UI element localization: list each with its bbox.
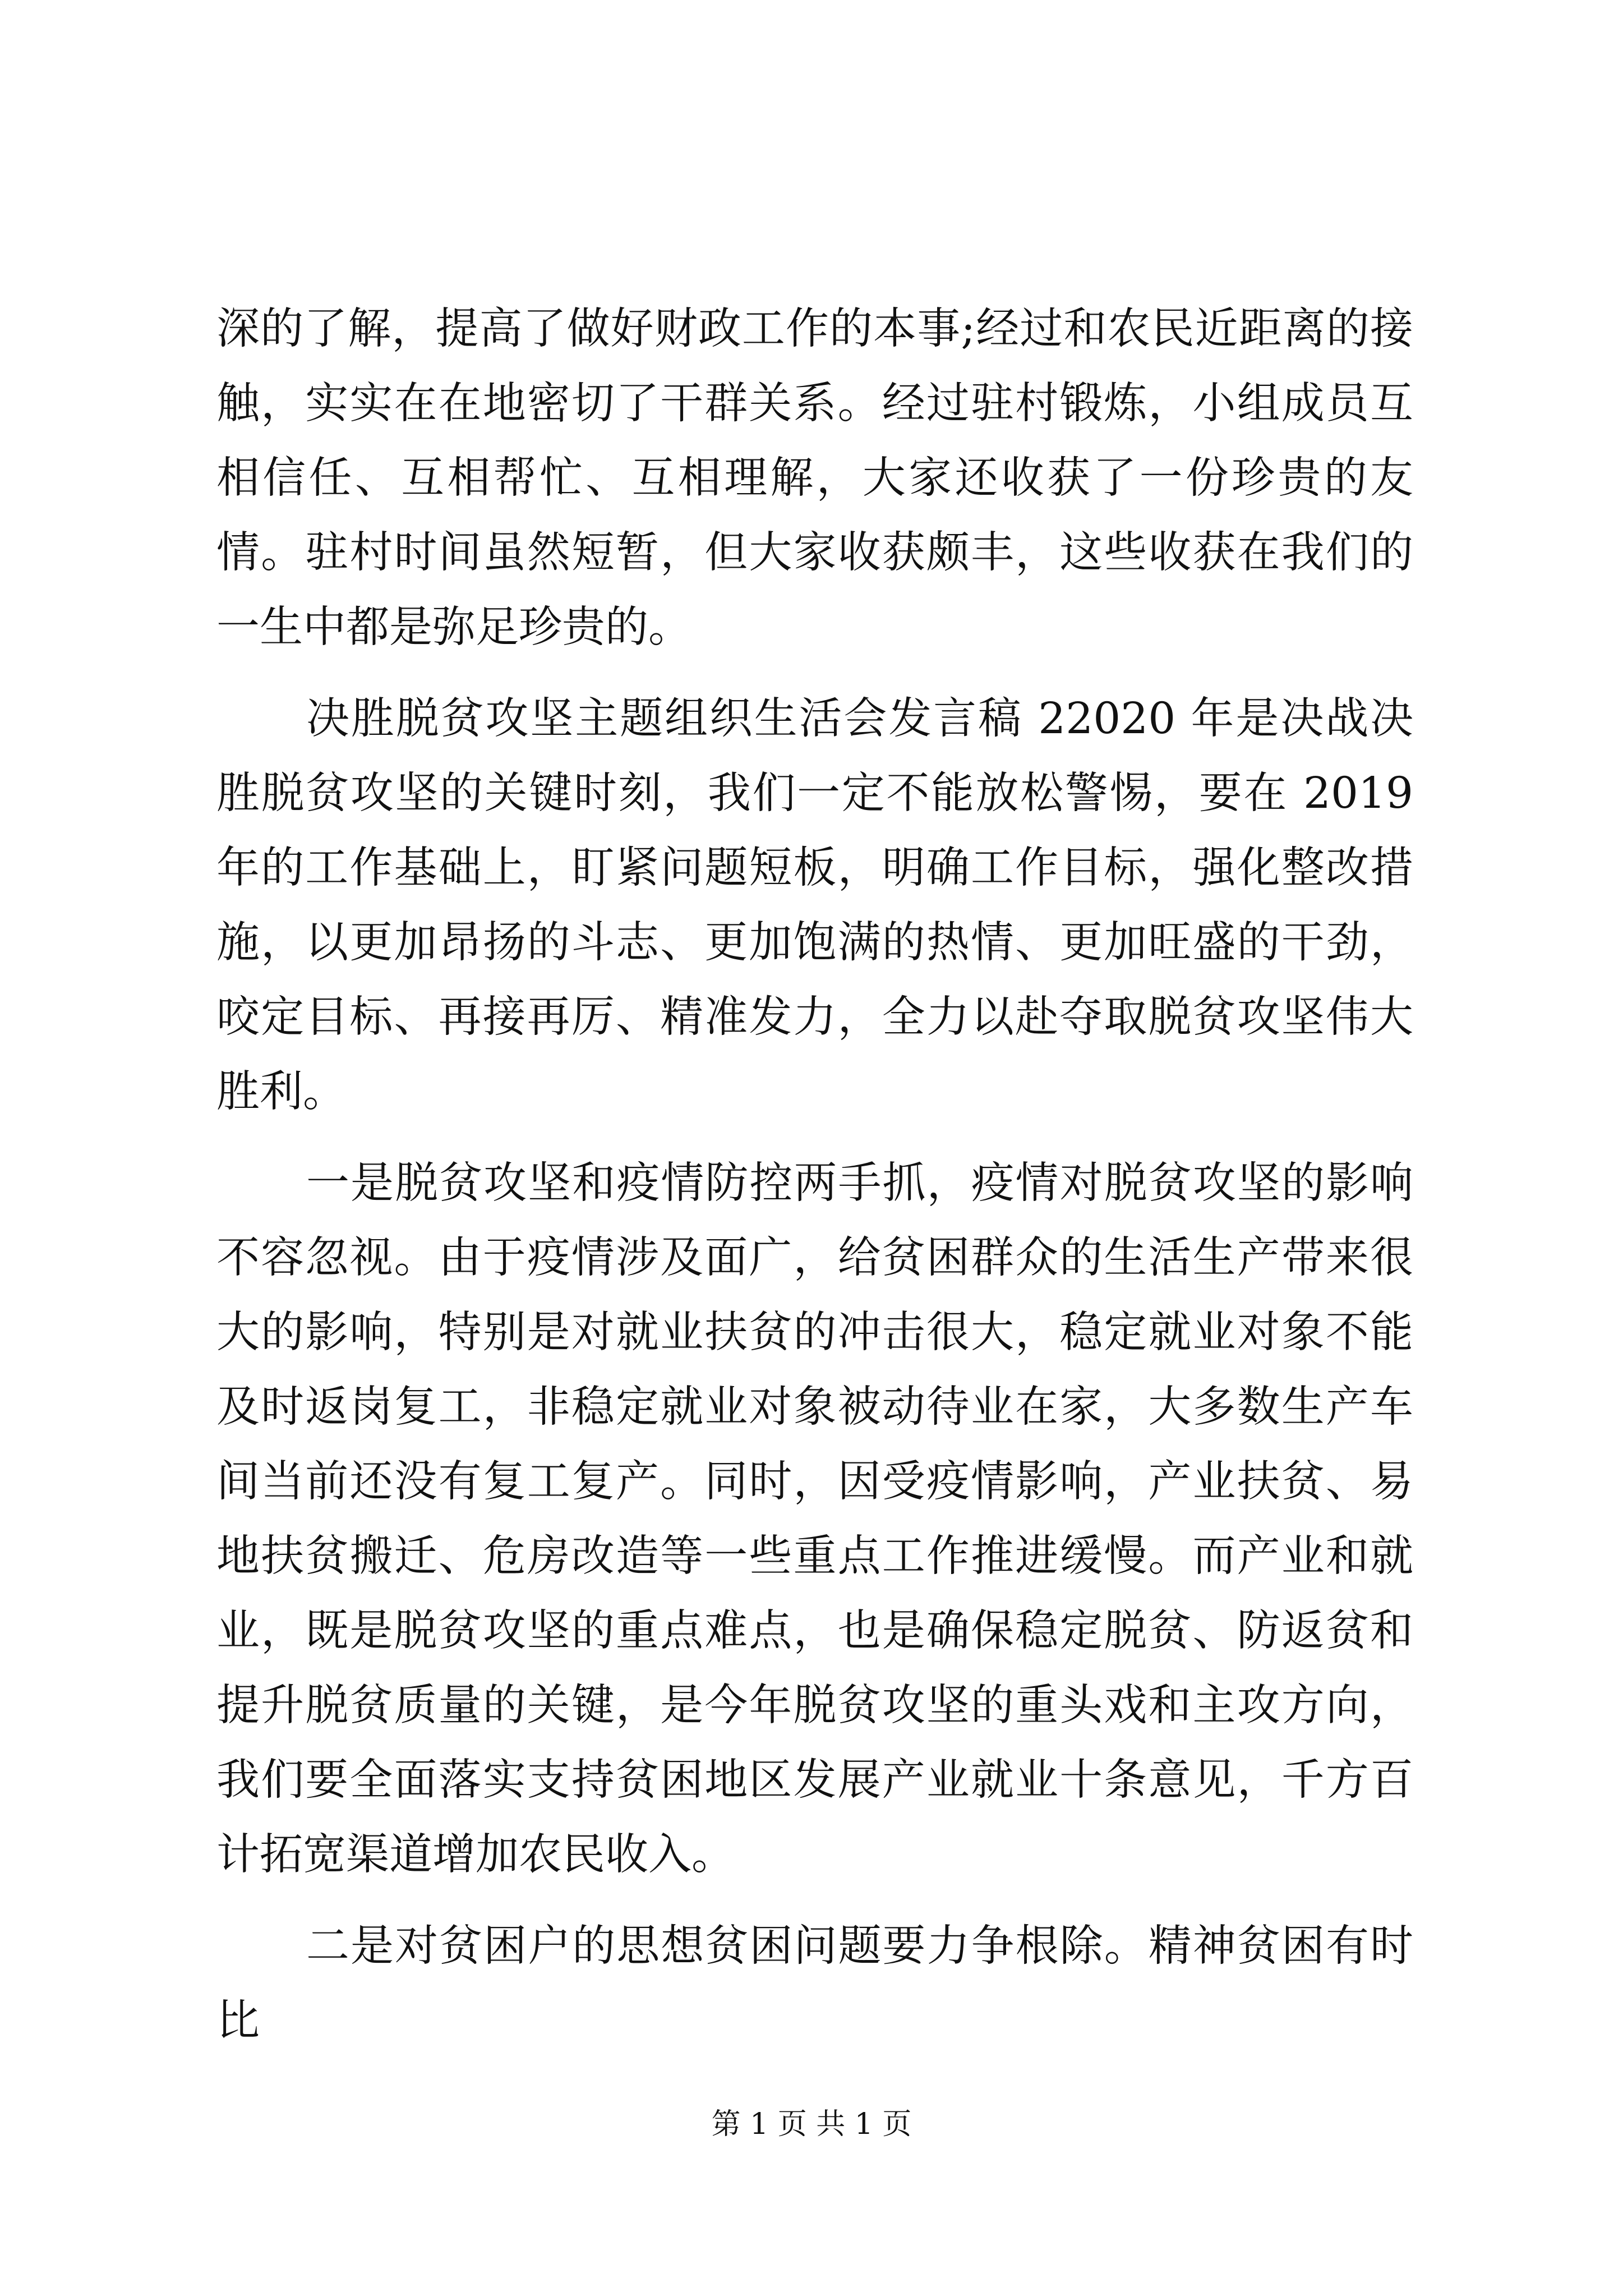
paragraph-continuation: 深的了解，提高了做好财政工作的本事;经过和农民近距离的接触，实实在在地密切了干群关系。经过驻村锻炼，小组成员互相信任、互相帮忙、互相理解，大家还收获了一份珍贵的友情。驻村时间虽然短暂，但大家收获颇丰，这些收获在我们的一生中都是弥足珍贵的。 (216, 304, 1413, 652)
paragraph-point-one: 一是脱贫攻坚和疫情防控两手抓，疫情对脱贫攻坚的影响不容忽视。由于疫情涉及面广，给贫困群众的生活生产带来很大的影响，特别是对就业扶贫的冲击很大，稳定就业对象不能及时返岗复工，非稳定就业对象被动待业在家，大多数生产车间当前还没有复工复产。同时，因受疫情影响，产业扶贫、易地扶贫搬迁、危房改造等一些重点工作推进缓慢。而产业和就业，既是脱贫攻坚的重点难点，也是确保稳定脱贫、防返贫和提升脱贫质量的关键，是今年脱贫攻坚的重头戏和主攻方向，我们要全面落实支持贫困地区发展产业就业十条意见，千方百计拓宽渠道增加农民收入。 (216, 1158, 1413, 1880)
paragraph-speech-intro: 决胜脱贫攻坚主题组织生活会发言稿 22020 年是决战决胜脱贫攻坚的关键时刻，我们一定不能放松警惕，要在 2019 年的工作基础上，盯紧问题短板，明确工作目标，强化整改措施，以更加昂扬的斗志、更加饱满的热情、更加旺盛的干劲，咬定目标、再接再厉、精准发力，全力以赴夺取脱贫攻坚伟大胜利。 (216, 694, 1413, 1117)
document-body (216, 292, 1413, 2075)
paragraph-point-two: 二是对贫困户的思想贫困问题要力争根除。精神贫困有时比 (216, 1921, 1413, 2046)
page-number-footer: 第 1 页 共 1 页 (711, 2108, 912, 2141)
